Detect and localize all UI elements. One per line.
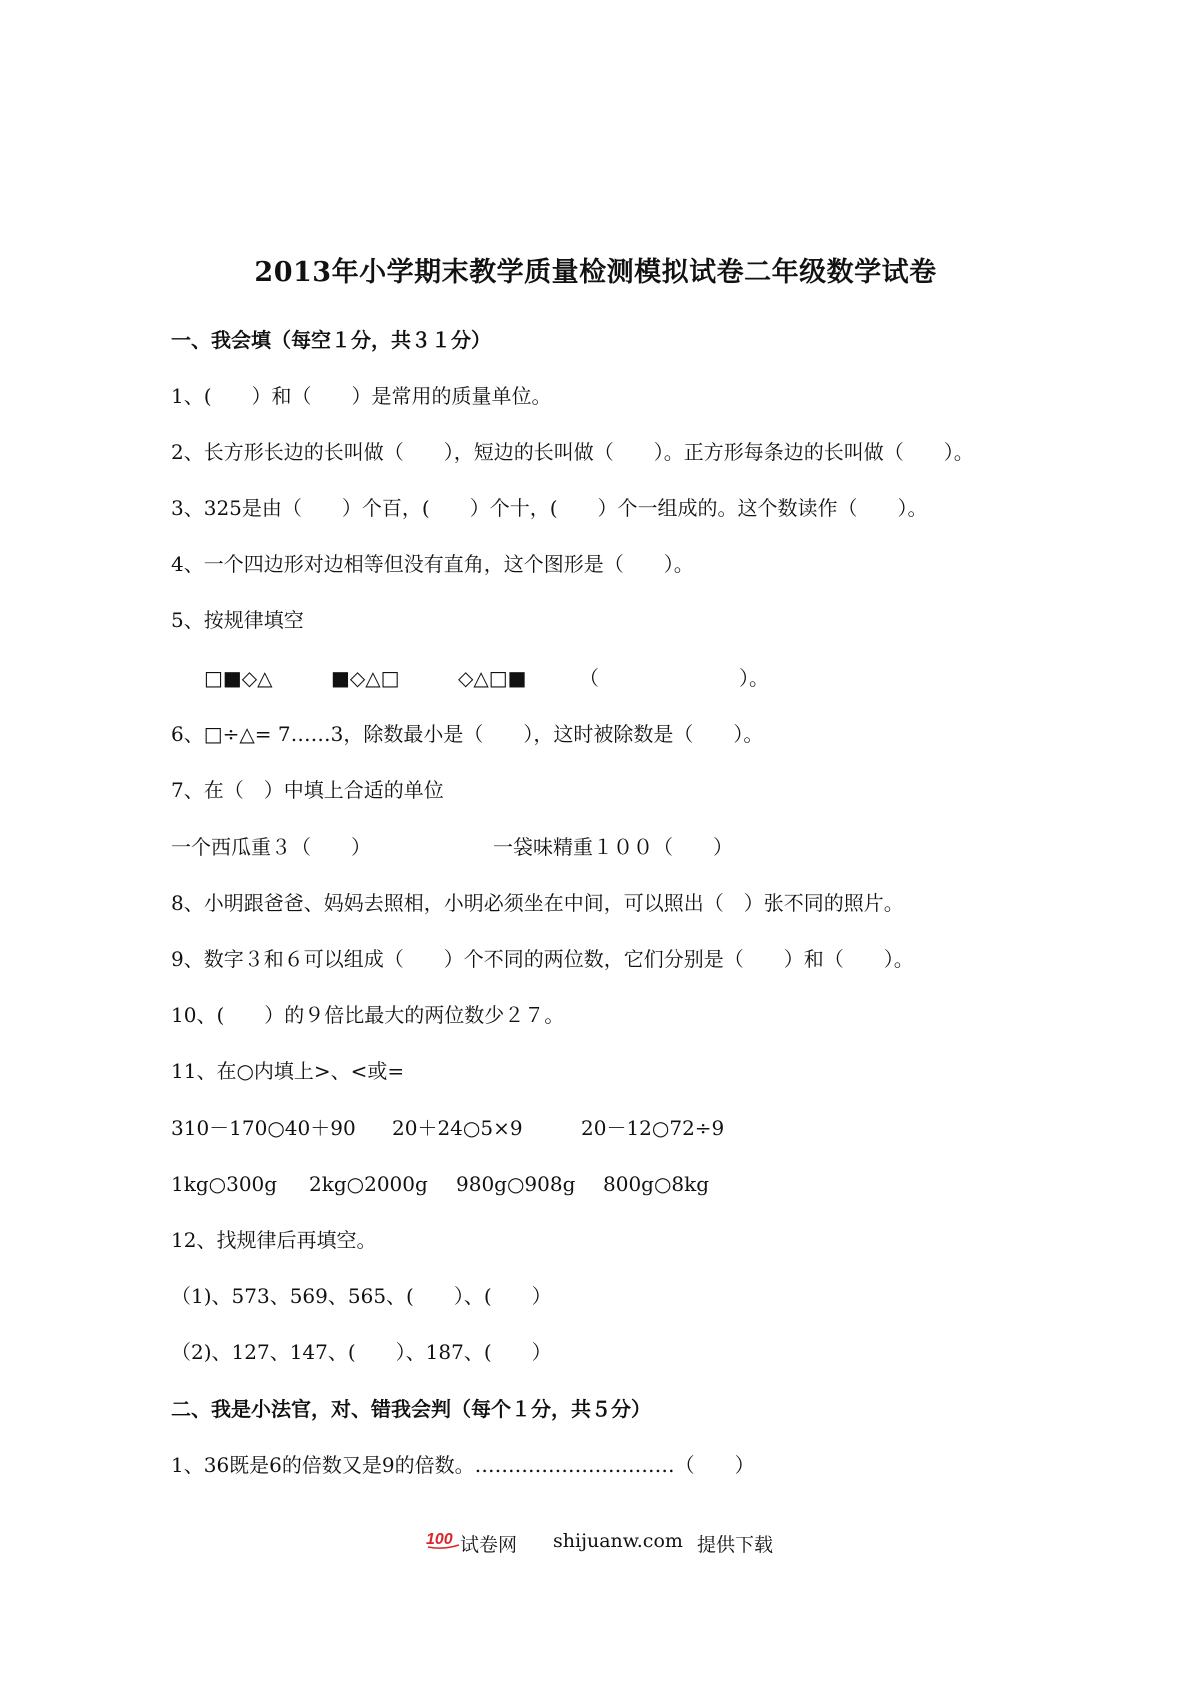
page-title: 2013年小学期末教学质量检测模拟试卷二年级数学试卷 bbox=[254, 257, 937, 288]
footer-domain-link[interactable]: shijuanw.com bbox=[553, 1530, 683, 1552]
question-6: 6、□÷△= 7……3，除数最小是（ ），这时被除数是（ ）。 bbox=[171, 722, 764, 746]
question-9: 9、数字３和６可以组成（ ）个不同的两位数，它们分别是（ ）和（ ）。 bbox=[171, 947, 914, 971]
svg-text:100: 100 bbox=[426, 1531, 453, 1548]
compare-item: 800g○8kg bbox=[603, 1172, 710, 1196]
site-logo-icon bbox=[425, 1528, 461, 1550]
question-10: 10、( ）的９倍比最大的两位数少２７。 bbox=[171, 1003, 565, 1027]
question-1: 1、( ）和（ ）是常用的质量单位。 bbox=[171, 384, 552, 408]
section1-heading: 一、我会填（每空１分，共３１分） bbox=[171, 328, 491, 352]
judge-question-1: 1、36既是6的倍数又是9的倍数。…………………………（ ） bbox=[171, 1453, 755, 1477]
footer bbox=[0, 1530, 1191, 1560]
pattern-answer: （ ）。 bbox=[579, 666, 769, 690]
question-3: 3、325是由（ ）个百，( ）个十，( ）个一组成的。这个数读作（ ）。 bbox=[171, 496, 928, 520]
pattern-group-1: □■◇△ bbox=[204, 666, 273, 690]
question-12-sub-1: （1)、573、569、565、( ）、( ） bbox=[171, 1284, 552, 1308]
question-8: 8、小明跟爸爸、妈妈去照相，小明必须坐在中间，可以照出（ ）张不同的照片。 bbox=[171, 891, 904, 915]
compare-item: 2kg○2000g bbox=[309, 1172, 428, 1196]
pattern-group-2: ■◇△□ bbox=[331, 666, 400, 690]
compare-row-2 bbox=[171, 1174, 871, 1196]
footer-note: 提供下载 bbox=[697, 1534, 774, 1556]
question-12: 12、找规律后再填空。 bbox=[171, 1228, 377, 1252]
compare-item: 1kg○300g bbox=[171, 1172, 278, 1196]
compare-item: 20＋24○5×9 bbox=[392, 1116, 523, 1140]
question-2: 2、长方形长边的长叫做（ ），短边的长叫做（ ）。正方形每条边的长叫做（ ）。 bbox=[171, 440, 974, 464]
question-7: 7、在（ ）中填上合适的单位 bbox=[171, 778, 444, 802]
unit-item-msg: 一袋味精重１００（ ） bbox=[493, 835, 733, 859]
question-4: 4、一个四边形对边相等但没有直角，这个图形是（ ）。 bbox=[171, 552, 694, 576]
question-5: 5、按规律填空 bbox=[171, 608, 304, 632]
compare-item: 310－170○40＋90 bbox=[171, 1116, 356, 1140]
section2-heading: 二、我是小法官，对、错我会判（每个１分，共５分） bbox=[171, 1397, 651, 1421]
question-11: 11、在○内填上>、<或= bbox=[171, 1059, 405, 1083]
pattern-group-3: ◇△□■ bbox=[458, 666, 527, 690]
unit-row bbox=[171, 837, 771, 859]
unit-item-watermelon: 一个西瓜重３（ ） bbox=[171, 835, 371, 859]
compare-item: 980g○908g bbox=[456, 1172, 576, 1196]
footer-site-name: 试卷网 bbox=[460, 1534, 518, 1556]
compare-item: 20－12○72÷9 bbox=[581, 1116, 725, 1140]
compare-row-1 bbox=[171, 1118, 871, 1140]
question-12-sub-2: （2)、127、147、( ）、187、( ） bbox=[171, 1340, 552, 1364]
